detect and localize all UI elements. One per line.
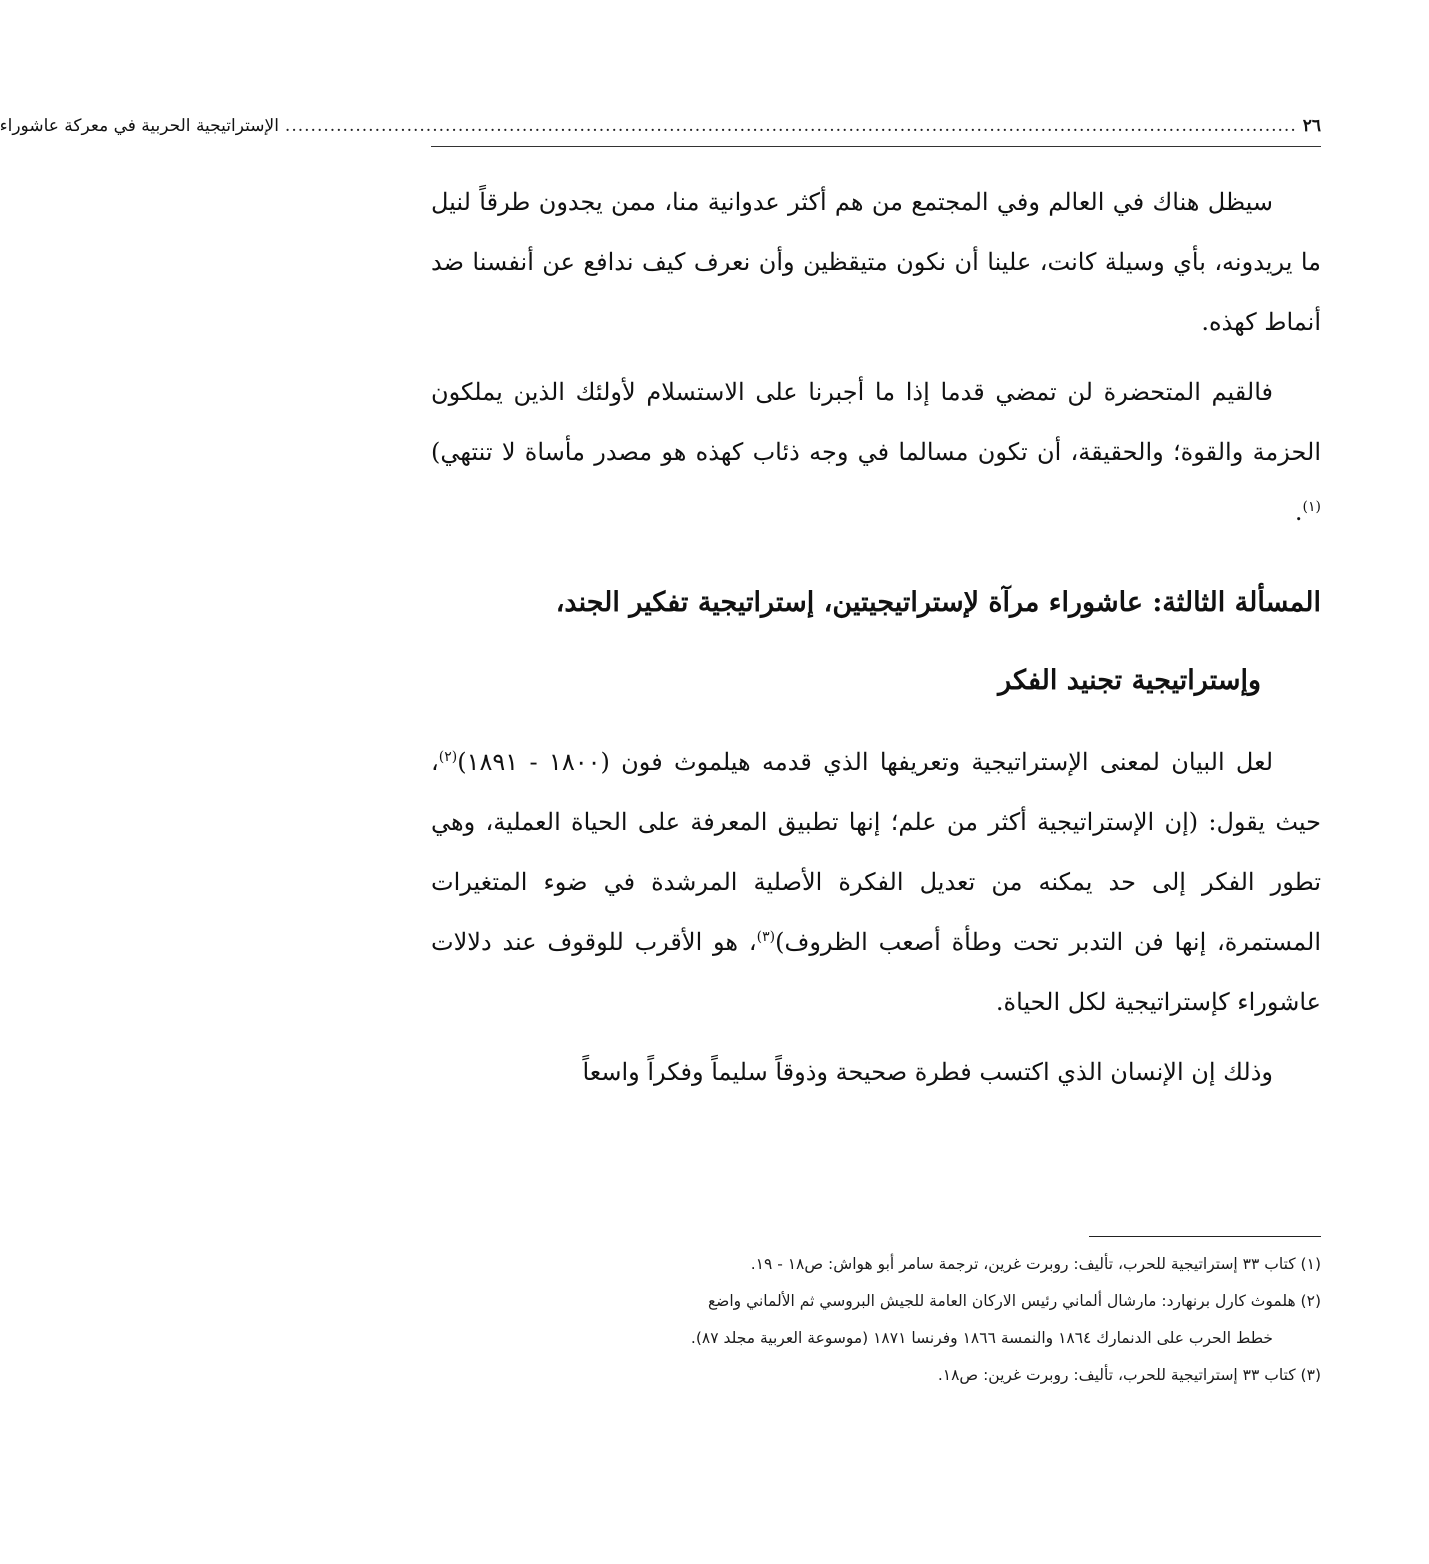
paragraph-2-text: فالقيم المتحضرة لن تمضي قدما إذا ما أجبرنا على الاستسلام لأولئك الذين يملكون الحزمة والقوة؛ والحقيقة، أن تكون مسالما في وجه ذئاب كهذه هو مصدر مأساة لا تنتهي) [431, 378, 1321, 466]
paragraph-4 [431, 1042, 1321, 1102]
footnote-2-text: (٢) هلموث كارل برنهارد: مارشال ألماني رئيس الاركان العامة للجيش البروسي ثم الألماني واضع [707, 1292, 1321, 1310]
paragraph-3-part-3: ، هو الأقرب للوقوف عند دلالات عاشوراء كإستراتيجية لكل الحياة. [431, 928, 1321, 1016]
footnote-marker-1[interactable]: (١) [1302, 499, 1321, 515]
page-number: ٢٦ [1302, 116, 1321, 136]
footnote-3 [431, 1357, 1321, 1394]
paragraph-4-text: وذلك إن الإنسان الذي اكتسب فطرة صحيحة وذوقاً سليماً وفكراً واسعاً [582, 1058, 1273, 1086]
paragraph-1 [431, 172, 1321, 352]
paragraph-2 [431, 362, 1321, 542]
footnote-divider [1089, 1236, 1321, 1237]
main-text [431, 172, 1321, 1112]
footnote-2 [431, 1283, 1321, 1357]
footnote-2-continuation: خطط الحرب على الدنمارك ١٨٦٤ والنمسة ١٨٦٦ وفرنسا ١٨٧١ (موسوعة العربية مجلد ٨٧). [690, 1329, 1273, 1347]
running-header [0, 112, 1321, 140]
paragraph-3-part-2: ، حيث يقول: (إن الإستراتيجية أكثر من علم؛ إنها تطبيق المعرفة على الحياة العملية، وهي تطور الفكر إلى حد يمكنه من تعديل الفكرة الأصلية المرشدة في ضوء المتغيرات المستمرة، إنها فن التدبر تحت وطأة أصعب الظروف) [431, 748, 1321, 956]
section-heading-line-1: المسألة الثالثة: عاشوراء مرآة لإستراتيجيتين، إستراتيجية تفكير الجند، [555, 587, 1321, 618]
paragraph-3 [431, 732, 1321, 1032]
running-title: الإستراتيجية الحربية في معركة عاشوراء [0, 116, 279, 136]
footnote-marker-2[interactable]: (٢) [438, 749, 458, 765]
footnote-marker-3[interactable]: (٣) [756, 929, 776, 945]
leader-dots: .............................................................................................................................................................. [284, 116, 1297, 136]
footnote-3-text: (٣) كتاب ٣٣ إستراتيجية للحرب، تأليف: روبرت غرين: ص١٨. [937, 1366, 1321, 1384]
footnote-1 [431, 1246, 1321, 1283]
paragraph-2-tail: . [1294, 498, 1303, 526]
section-heading [431, 564, 1321, 720]
footnote-1-text: (١) كتاب ٣٣ إستراتيجية للحرب، تأليف: روبرت غرين، ترجمة سامر أبو هواش: ص١٨ - ١٩. [750, 1255, 1321, 1273]
section-heading-line-2: وإستراتيجية تجنيد الفكر [998, 665, 1261, 696]
paragraph-3-part-1: لعل البيان لمعنى الإستراتيجية وتعريفها الذي قدمه هيلموث فون (١٨٠٠ - ١٨٩١) [457, 748, 1274, 776]
footnotes [431, 1246, 1321, 1394]
paragraph-1-text: سيظل هناك في العالم وفي المجتمع من هم أكثر عدوانية منا، ممن يجدون طرقاً لنيل ما يريدونه، بأي وسيلة كانت، علينا أن نكون متيقظين وأن نعرف كيف ندافع عن أنفسنا ضد أنماط كهذه. [431, 188, 1321, 336]
header-divider [431, 146, 1321, 147]
